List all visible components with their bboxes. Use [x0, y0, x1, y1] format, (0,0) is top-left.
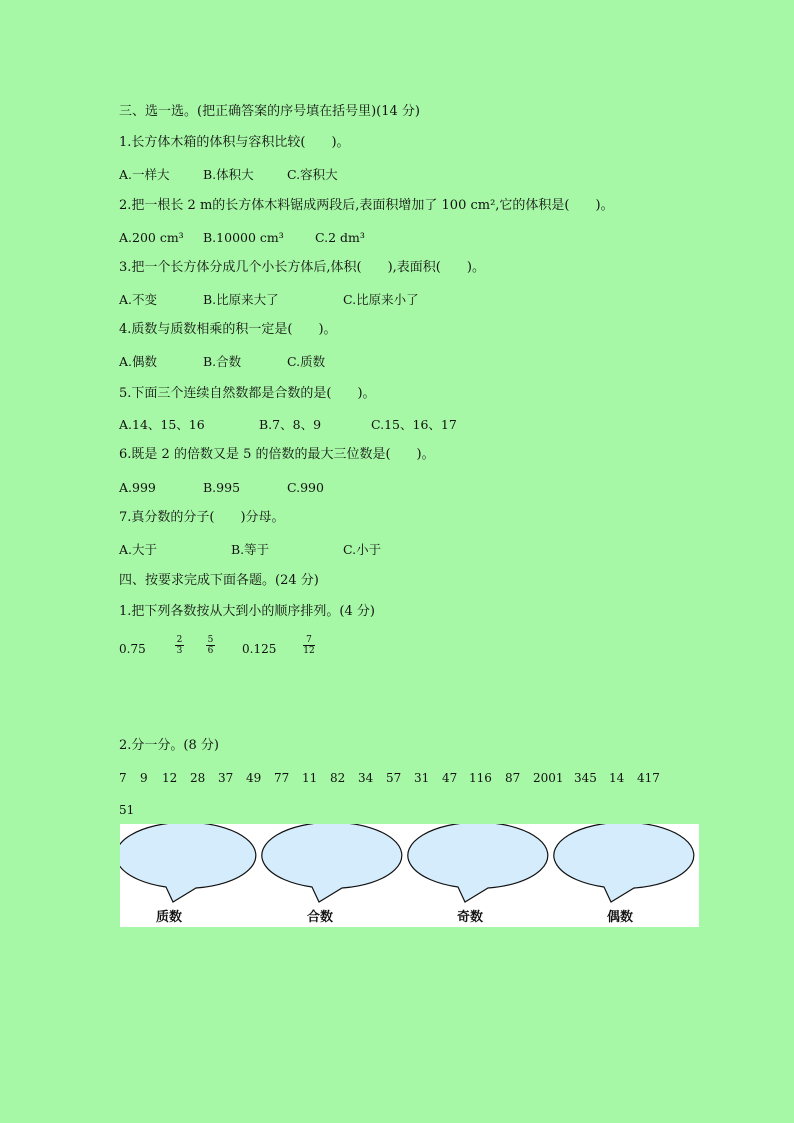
- question-3-stem: 3.把一个长方体分成几个小长方体后,体积( ),表面积( )。: [119, 260, 485, 275]
- fraction-numerator: 7: [306, 635, 312, 645]
- speech-bubble-prime[interactable]: [120, 824, 256, 902]
- number-item: 57: [386, 771, 402, 785]
- question-6-stem: 6.既是 2 的倍数又是 5 的倍数的最大三位数是( )。: [119, 447, 435, 462]
- number-item: 7: [119, 771, 127, 785]
- category-label-composite: 合数: [307, 910, 334, 925]
- fraction-numerator: 5: [207, 635, 214, 645]
- number-item: 12: [162, 771, 178, 785]
- section-4-title: 四、按要求完成下面各题。(24 分): [119, 573, 319, 588]
- question-2-stem: 2.把一根长 2 m的长方体木料锯成两段后,表面积增加了 100 cm²,它的体积是( )。: [119, 198, 614, 213]
- section-3-title: 三、选一选。(把正确答案的序号填在括号里)(14 分): [119, 104, 420, 119]
- category-label-prime: 质数: [156, 910, 183, 925]
- number-item: 37: [218, 771, 234, 785]
- question-5-stem: 5.下面三个连续自然数都是合数的是( )。: [119, 386, 376, 401]
- number-0-75: 0.75: [119, 642, 146, 656]
- fraction-denominator: 12: [303, 646, 315, 656]
- number-item: 47: [442, 771, 458, 785]
- number-item: 9: [140, 771, 148, 785]
- question-1-option-c[interactable]: C.容积大: [287, 167, 338, 182]
- fraction-numerator: 2: [176, 635, 183, 645]
- number-item: 2001: [533, 771, 564, 785]
- number-item: 116: [469, 771, 492, 785]
- question-3-option-a[interactable]: A.不变: [119, 292, 158, 307]
- fraction-5-6: [206, 635, 215, 656]
- fraction-denominator: 3: [176, 646, 183, 656]
- question-1-option-a[interactable]: A.一样大: [119, 167, 170, 182]
- fraction-7-12: [303, 635, 315, 656]
- question-3-option-c[interactable]: C.比原来小了: [343, 292, 419, 307]
- question-2-option-b[interactable]: B.10000 cm³: [203, 230, 284, 245]
- number-item: 49: [246, 771, 262, 785]
- question-1-stem: 1.长方体木箱的体积与容积比较( )。: [119, 135, 350, 150]
- category-label-even: 偶数: [607, 910, 634, 925]
- speech-bubble-odd[interactable]: [408, 824, 548, 902]
- question-7-option-b[interactable]: B.等于: [231, 542, 270, 557]
- question-1-option-b[interactable]: B.体积大: [203, 167, 254, 182]
- question-6-option-a[interactable]: A.999: [119, 480, 156, 495]
- number-item: 28: [190, 771, 206, 785]
- number-item: 34: [358, 771, 374, 785]
- number-item: 82: [330, 771, 346, 785]
- question-5-option-a[interactable]: A.14、15、16: [119, 417, 205, 432]
- question-7-option-a[interactable]: A.大于: [119, 542, 158, 557]
- question-5-option-c[interactable]: C.15、16、17: [371, 417, 457, 432]
- question-2-option-a[interactable]: A.200 cm³: [119, 230, 184, 245]
- category-label-odd: 奇数: [457, 910, 484, 925]
- number-item: 31: [414, 771, 430, 785]
- number-0-125: 0.125: [242, 642, 277, 656]
- speech-bubble-even[interactable]: [554, 824, 694, 902]
- classify-question-stem: 2.分一分。(8 分): [119, 738, 219, 753]
- sort-question-stem: 1.把下列各数按从大到小的顺序排列。(4 分): [119, 604, 375, 619]
- question-3-option-b[interactable]: B.比原来大了: [203, 292, 279, 307]
- question-4-option-b[interactable]: B.合数: [203, 354, 242, 369]
- number-item: 417: [637, 771, 660, 785]
- fraction-2-3: [175, 635, 184, 656]
- question-4-option-c[interactable]: C.质数: [287, 354, 326, 369]
- question-2-option-c[interactable]: C.2 dm³: [315, 230, 365, 245]
- number-item: 51: [119, 803, 135, 817]
- question-6-option-b[interactable]: B.995: [203, 480, 241, 495]
- number-item: 11: [302, 771, 318, 785]
- question-4-stem: 4.质数与质数相乘的积一定是( )。: [119, 322, 337, 337]
- question-7-stem: 7.真分数的分子( )分母。: [119, 510, 285, 525]
- number-item: 77: [274, 771, 290, 785]
- question-4-option-a[interactable]: A.偶数: [119, 354, 158, 369]
- speech-bubble-composite[interactable]: [262, 824, 402, 902]
- number-item: 87: [505, 771, 521, 785]
- number-item: 345: [574, 771, 597, 785]
- question-7-option-c[interactable]: C.小于: [343, 542, 382, 557]
- number-item: 14: [609, 771, 625, 785]
- question-5-option-b[interactable]: B.7、8、9: [259, 417, 322, 432]
- fraction-denominator: 6: [207, 646, 214, 656]
- question-6-option-c[interactable]: C.990: [287, 480, 324, 495]
